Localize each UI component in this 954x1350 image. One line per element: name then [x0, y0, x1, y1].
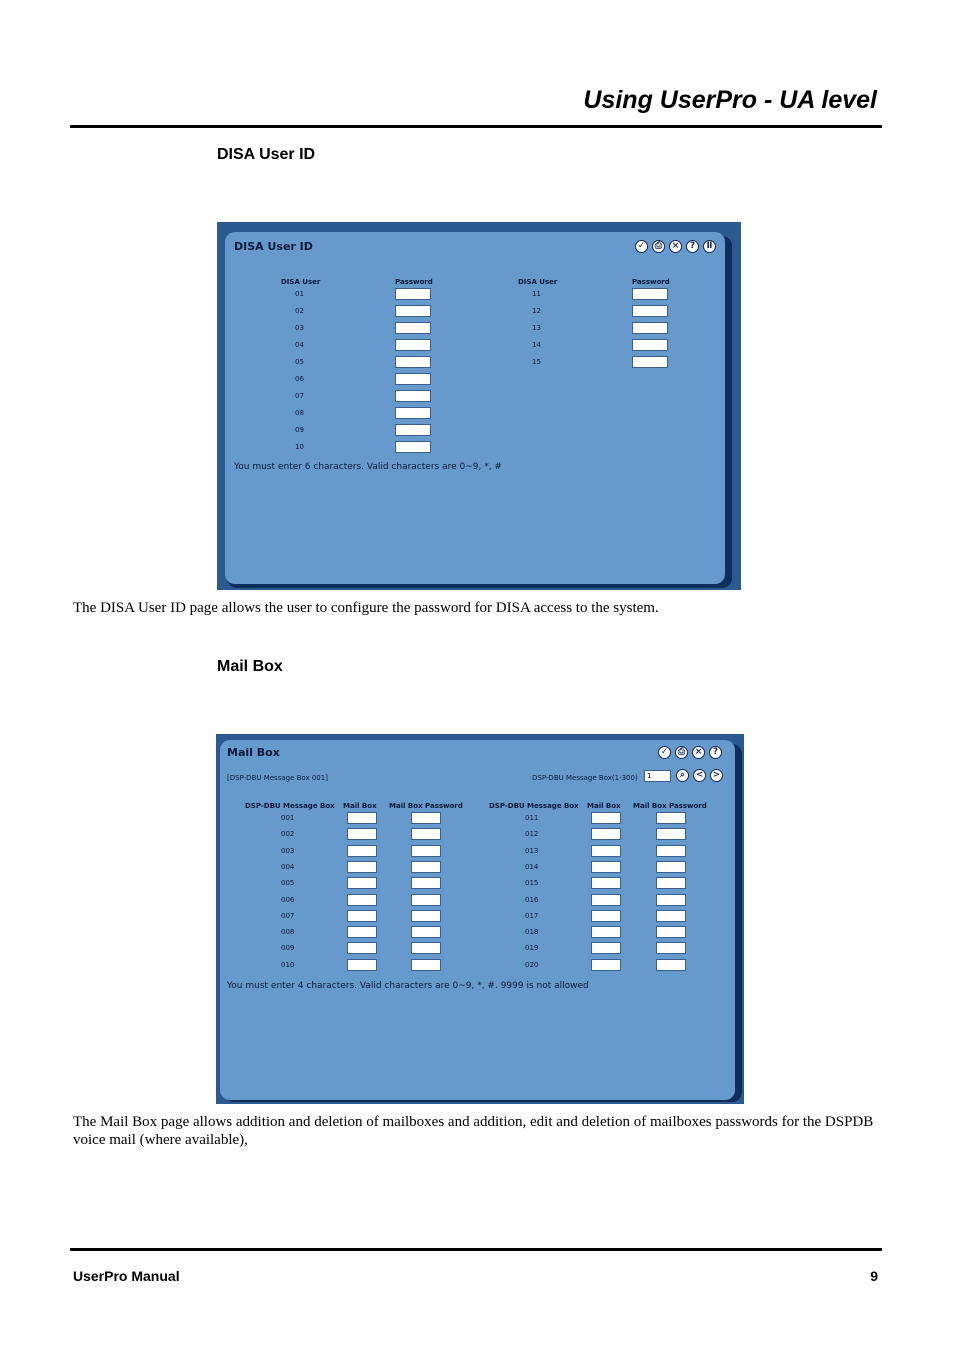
mail-box-password-field[interactable] [411, 894, 441, 906]
col-mail-box: Mail Box [587, 802, 621, 810]
password-field[interactable] [395, 373, 431, 385]
row-number: 11 [532, 290, 541, 298]
mail-box-field[interactable] [591, 910, 621, 922]
mailbox-panel-title: Mail Box [227, 746, 280, 759]
print-icon[interactable]: ⎙ [652, 240, 665, 253]
row-number: 10 [295, 443, 304, 451]
mail-box-password-field[interactable] [411, 845, 441, 857]
row-number: 020 [525, 960, 539, 969]
mail-box-password-field[interactable] [656, 845, 686, 857]
mailbox-description: The Mail Box page allows addition and deletion of mailboxes and addition, edit and deletion of mailboxes passwords for the DSPDB voice mail (where available), [73, 1114, 874, 1148]
disa-screenshot [217, 222, 741, 590]
row-number: 14 [532, 341, 541, 349]
password-field[interactable] [395, 322, 431, 334]
col-mail-box: Mail Box [343, 802, 377, 810]
check-icon[interactable]: ✓ [635, 240, 648, 253]
document-title: Using UserPro - UA level [583, 86, 877, 114]
row-number: 013 [525, 846, 539, 855]
row-number: 014 [525, 862, 539, 871]
mail-box-password-field[interactable] [411, 812, 441, 824]
mail-box-field[interactable] [347, 926, 377, 938]
password-field[interactable] [395, 390, 431, 402]
mail-box-field[interactable] [591, 942, 621, 954]
mail-box-field[interactable] [347, 812, 377, 824]
row-number: 12 [532, 307, 541, 315]
row-number: 04 [295, 341, 304, 349]
password-field[interactable] [395, 305, 431, 317]
password-field[interactable] [395, 288, 431, 300]
mail-box-field[interactable] [591, 845, 621, 857]
section-heading-disa: DISA User ID [217, 146, 316, 163]
mail-box-password-field[interactable] [656, 894, 686, 906]
password-field[interactable] [395, 407, 431, 419]
row-number: 06 [295, 375, 304, 383]
mail-box-field[interactable] [591, 926, 621, 938]
password-field[interactable] [632, 305, 668, 317]
mailbox-note: You must enter 4 characters. Valid characters are 0~9, *, #. 9999 is not allowed [227, 981, 589, 991]
prev-icon[interactable]: < [693, 769, 706, 782]
mail-box-password-field[interactable] [411, 910, 441, 922]
disa-note: You must enter 6 characters. Valid characters are 0~9, *, # [234, 462, 502, 472]
disa-description: The DISA User ID page allows the user to configure the password for DISA access to the system. [73, 600, 659, 616]
mail-box-field[interactable] [591, 861, 621, 873]
row-number: 08 [295, 409, 304, 417]
mail-box-field[interactable] [347, 959, 377, 971]
mail-box-field[interactable] [347, 828, 377, 840]
mail-box-password-field[interactable] [411, 959, 441, 971]
row-number: 001 [281, 814, 295, 822]
mail-box-field[interactable] [591, 959, 621, 971]
mail-box-password-field[interactable] [656, 812, 686, 824]
help-icon[interactable]: ? [686, 240, 699, 253]
password-field[interactable] [632, 339, 668, 351]
row-number: 017 [525, 911, 539, 920]
mail-box-password-field[interactable] [411, 828, 441, 840]
mail-box-field[interactable] [347, 942, 377, 954]
next-icon[interactable]: > [710, 769, 723, 782]
close-icon[interactable]: × [669, 240, 682, 253]
password-field[interactable] [395, 441, 431, 453]
mail-box-password-field[interactable] [656, 861, 686, 873]
row-number: 03 [295, 324, 304, 332]
password-field[interactable] [395, 339, 431, 351]
row-number: 05 [295, 358, 304, 366]
mail-box-password-field[interactable] [411, 877, 441, 889]
help-icon[interactable]: ? [709, 746, 722, 759]
section-heading-mailbox: Mail Box [217, 658, 283, 675]
col-mail-box-password: Mail Box Password [633, 802, 707, 810]
mailbox-screenshot [216, 734, 744, 1104]
disa-panel-title: DISA User ID [234, 240, 313, 253]
footer-rule [70, 1248, 882, 1251]
mail-box-password-field[interactable] [656, 926, 686, 938]
mail-box-field[interactable] [591, 877, 621, 889]
mail-box-field[interactable] [347, 845, 377, 857]
mail-box-password-field[interactable] [656, 959, 686, 971]
mail-box-password-field[interactable] [656, 910, 686, 922]
row-number: 01 [295, 290, 304, 298]
message-box-input[interactable]: 1 [644, 770, 671, 782]
mail-box-field[interactable] [347, 910, 377, 922]
row-number: 006 [281, 895, 295, 904]
row-number: 012 [525, 830, 539, 839]
row-number: 15 [532, 358, 541, 366]
col-message-box: DSP-DBU Message Box [245, 802, 335, 810]
mail-box-field[interactable] [347, 861, 377, 873]
row-number: 018 [525, 928, 539, 937]
row-number: 019 [525, 944, 539, 953]
col-password: Password [632, 278, 670, 286]
password-field[interactable] [632, 322, 668, 334]
row-number: 007 [281, 911, 295, 920]
row-number: 016 [525, 895, 539, 904]
mail-box-field[interactable] [591, 812, 621, 824]
message-box-selector-label: DSP-DBU Message Box(1-300) [532, 774, 638, 782]
col-message-box: DSP-DBU Message Box [489, 802, 579, 810]
mail-box-password-field[interactable] [411, 942, 441, 954]
row-number: 002 [281, 830, 295, 839]
mail-box-field[interactable] [347, 894, 377, 906]
row-number: 02 [295, 307, 304, 315]
password-field[interactable] [632, 356, 668, 368]
row-number: 011 [525, 814, 539, 822]
row-number: 13 [532, 324, 541, 332]
password-field[interactable] [395, 424, 431, 436]
message-box-range: [DSP-DBU Message Box 001] [227, 774, 328, 782]
check-icon[interactable]: ✓ [658, 746, 671, 759]
mail-box-field[interactable] [591, 828, 621, 840]
mail-box-password-field[interactable] [656, 877, 686, 889]
pause-icon[interactable]: Ⅱ [703, 240, 716, 253]
mail-box-password-field[interactable] [411, 861, 441, 873]
print-icon[interactable]: ⎙ [675, 746, 688, 759]
mail-box-field[interactable] [347, 877, 377, 889]
header-rule [70, 125, 882, 128]
password-field[interactable] [632, 288, 668, 300]
row-number: 009 [281, 944, 295, 953]
row-number: 005 [281, 879, 295, 888]
row-number: 008 [281, 928, 295, 937]
row-number: 003 [281, 846, 295, 855]
mail-box-password-field[interactable] [411, 926, 441, 938]
row-number: 015 [525, 879, 539, 888]
col-disa-user: DISA User [281, 278, 321, 286]
row-number: 09 [295, 426, 304, 434]
mail-box-field[interactable] [591, 894, 621, 906]
search-icon[interactable]: ⌕ [676, 769, 689, 782]
close-icon[interactable]: × [692, 746, 705, 759]
footer-manual-title: UserPro Manual [73, 1268, 180, 1284]
mail-box-password-field[interactable] [656, 942, 686, 954]
col-disa-user: DISA User [518, 278, 558, 286]
col-mail-box-password: Mail Box Password [389, 802, 463, 810]
row-number: 010 [281, 960, 295, 969]
col-password: Password [395, 278, 433, 286]
row-number: 07 [295, 392, 304, 400]
password-field[interactable] [395, 356, 431, 368]
mail-box-password-field[interactable] [656, 828, 686, 840]
row-number: 004 [281, 862, 295, 871]
page-number: 9 [870, 1268, 878, 1284]
